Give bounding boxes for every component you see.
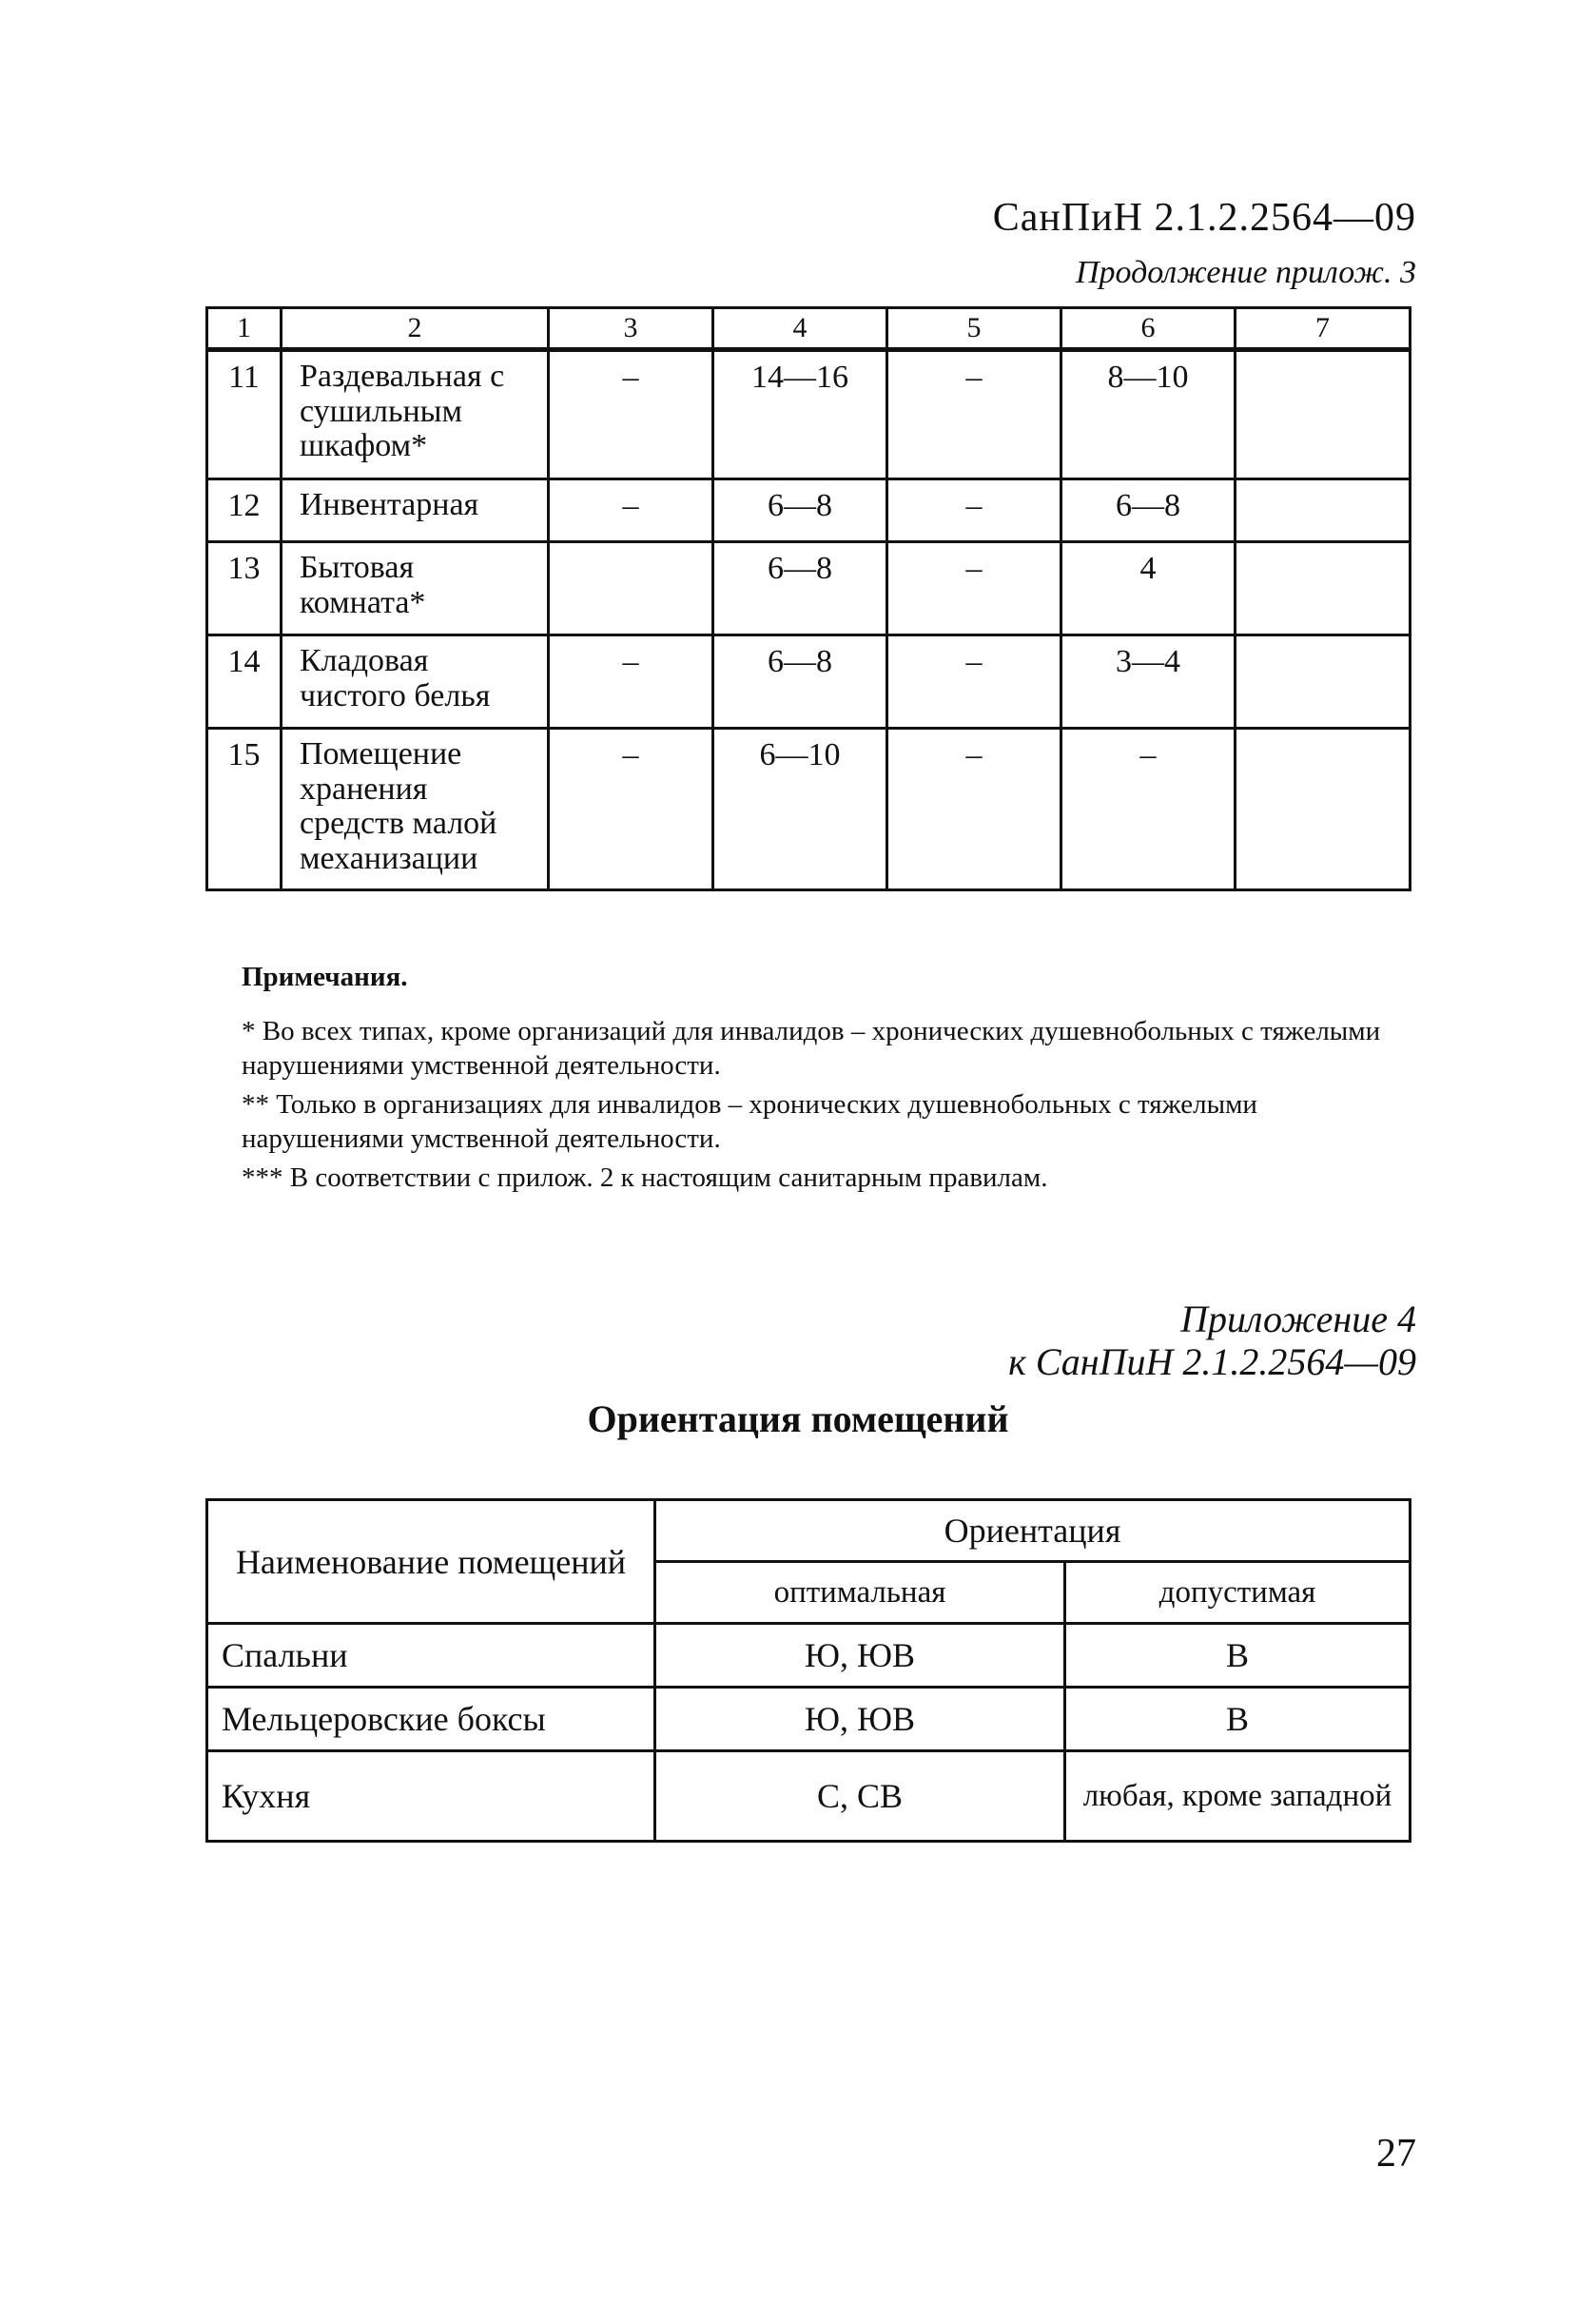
room-name: Кухня [207, 1751, 655, 1842]
cell-col-6: 4 [1061, 542, 1236, 635]
header-optimal: оптимальная [655, 1562, 1065, 1624]
appendix-heading [1008, 1298, 1416, 1384]
note-item: * Во всех типах, кроме организаций для инвалидов – хронических душевнобольных с тяжелыми нарушениями умственной деятельности. [242, 1016, 1381, 1081]
appendix-number: Приложение 4 [1180, 1298, 1416, 1340]
row-number: 14 [207, 635, 282, 729]
row-number: 13 [207, 542, 282, 635]
cell-col-7 [1236, 350, 1411, 479]
cell-col-4: 6—8 [713, 479, 887, 542]
header-orientation: Ориентация [655, 1500, 1411, 1562]
cell-col-3: – [549, 479, 713, 542]
table-row [207, 350, 1411, 479]
room-name: Раздевальная с сушильным шкафом* [282, 350, 549, 479]
header-col-4: 4 [713, 308, 887, 350]
cell-col-7 [1236, 635, 1411, 729]
optimal-orientation: С, СВ [655, 1751, 1065, 1842]
notes-section [242, 961, 1421, 1201]
appendix-title: Ориентация помещений [587, 1397, 1009, 1440]
cell-col-4: 6—10 [713, 729, 887, 890]
continuation-label: Продолжение прилож. 3 [1075, 255, 1416, 290]
table-row [207, 635, 1411, 729]
header-col-5: 5 [887, 308, 1061, 350]
cell-col-6: – [1061, 729, 1236, 890]
cell-col-6: 3—4 [1061, 635, 1236, 729]
allowed-orientation: любая, кроме западной [1065, 1751, 1411, 1842]
cell-col-4: 6—8 [713, 635, 887, 729]
cell-col-7 [1236, 542, 1411, 635]
room-name: Помещение хранения средств малой механизации [282, 729, 549, 890]
table-header-row [207, 308, 1411, 350]
appendix-reference: к СанПиН 2.1.2.2564—09 [1008, 1339, 1416, 1383]
header-col-7: 7 [1236, 308, 1411, 350]
room-name: Спальни [207, 1624, 655, 1688]
cell-col-7 [1236, 729, 1411, 890]
cell-col-5: – [887, 729, 1061, 890]
row-number: 12 [207, 479, 282, 542]
page-number: 27 [1376, 2132, 1416, 2176]
cell-col-3: – [549, 350, 713, 479]
cell-col-3 [549, 542, 713, 635]
notes-title: Примечания. [242, 962, 408, 992]
header-col-3: 3 [549, 308, 713, 350]
cell-col-5: – [887, 542, 1061, 635]
room-name: Бытовая комната* [282, 542, 549, 635]
note-item: ** Только в организациях для инвалидов – хронических душевнобольных с тяжелыми нарушениями умственной деятельности. [242, 1089, 1257, 1154]
room-name: Мельцеровские боксы [207, 1688, 655, 1751]
room-name: Кладовая чистого белья [282, 635, 549, 729]
room-name: Инвентарная [282, 479, 549, 542]
header-col-1: 1 [207, 308, 282, 350]
table-row [207, 542, 1411, 635]
document-code: СанПиН 2.1.2.2564—09 [992, 196, 1416, 240]
table-row [207, 1751, 1411, 1842]
orientation-table [205, 1498, 1411, 1843]
cell-col-7 [1236, 479, 1411, 542]
allowed-orientation: В [1065, 1624, 1411, 1688]
cell-col-6: 6—8 [1061, 479, 1236, 542]
cell-col-5: – [887, 635, 1061, 729]
header-room-name: Наименование помещений [207, 1500, 655, 1624]
header-col-6: 6 [1061, 308, 1236, 350]
row-number: 15 [207, 729, 282, 890]
optimal-orientation: Ю, ЮВ [655, 1624, 1065, 1688]
cell-col-3: – [549, 729, 713, 890]
cell-col-4: 6—8 [713, 542, 887, 635]
allowed-orientation: В [1065, 1688, 1411, 1751]
cell-col-5: – [887, 350, 1061, 479]
appendix3-table [205, 306, 1411, 891]
cell-col-3: – [549, 635, 713, 729]
optimal-orientation: Ю, ЮВ [655, 1688, 1065, 1751]
cell-col-4: 14—16 [713, 350, 887, 479]
header-col-2: 2 [282, 308, 549, 350]
table-row [207, 1624, 1411, 1688]
note-item: *** В соответствии с прилож. 2 к настоящим санитарным правилам. [242, 1162, 1048, 1193]
table-row [207, 479, 1411, 542]
row-number: 11 [207, 350, 282, 479]
cell-col-6: 8—10 [1061, 350, 1236, 479]
table-row [207, 1688, 1411, 1751]
cell-col-5: – [887, 479, 1061, 542]
table-row [207, 729, 1411, 890]
table-header-row [207, 1500, 1411, 1562]
header-allowed: допустимая [1065, 1562, 1411, 1624]
